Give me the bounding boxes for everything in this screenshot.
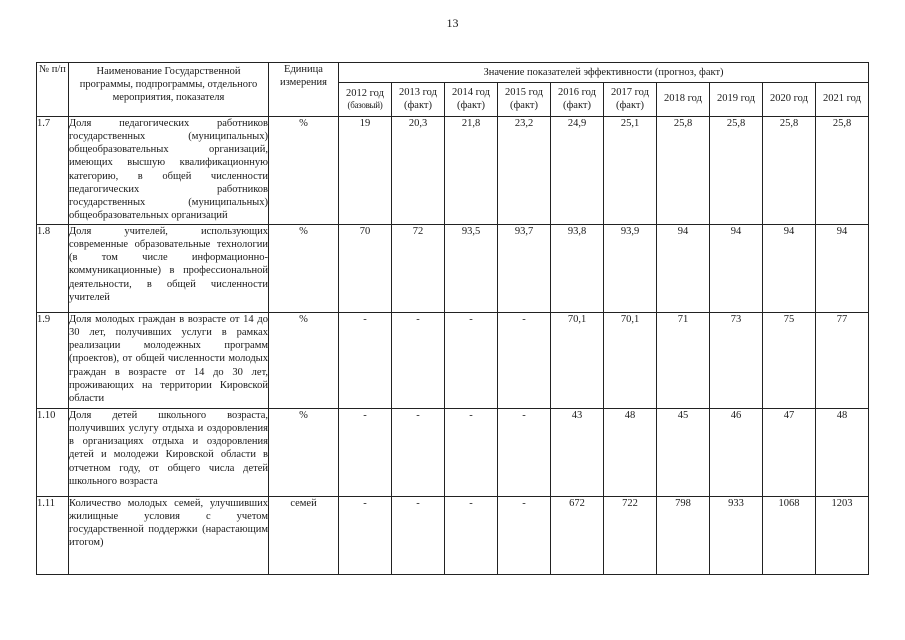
indicator-value: 93,7 <box>498 225 551 313</box>
indicator-value: 25,8 <box>710 117 763 225</box>
indicator-value: 94 <box>710 225 763 313</box>
indicator-unit: % <box>269 409 339 497</box>
header-num: № п/п <box>37 63 69 117</box>
indicator-value: 672 <box>551 497 604 575</box>
indicator-value: 722 <box>604 497 657 575</box>
table-row <box>37 117 869 225</box>
indicator-value: - <box>498 497 551 575</box>
indicator-value: 933 <box>710 497 763 575</box>
indicator-unit: % <box>269 117 339 225</box>
indicator-value: 47 <box>763 409 816 497</box>
indicator-value: 1068 <box>763 497 816 575</box>
indicator-value: 94 <box>657 225 710 313</box>
indicator-value: 94 <box>816 225 869 313</box>
indicator-value: - <box>498 313 551 409</box>
header-values-title: Значение показателей эффективности (прогноз, факт) <box>339 63 869 83</box>
indicator-value: 94 <box>763 225 816 313</box>
page-number: 13 <box>446 16 459 30</box>
indicator-value: 25,8 <box>763 117 816 225</box>
header-year: 2013 год (факт) <box>392 83 445 117</box>
indicator-value: - <box>339 313 392 409</box>
header-year: 2019 год <box>710 83 763 117</box>
header-year: 2018 год <box>657 83 710 117</box>
indicator-value: - <box>445 313 498 409</box>
indicator-value: 25,8 <box>657 117 710 225</box>
indicator-value: 48 <box>816 409 869 497</box>
indicator-value: 70,1 <box>604 313 657 409</box>
indicator-value: 93,8 <box>551 225 604 313</box>
indicator-value: 23,2 <box>498 117 551 225</box>
row-number: 1.11 <box>37 497 69 575</box>
indicator-value: 72 <box>392 225 445 313</box>
table-row <box>37 409 869 497</box>
indicator-value: 71 <box>657 313 710 409</box>
indicator-value: 45 <box>657 409 710 497</box>
header-year: 2012 год (базовый) <box>339 83 392 117</box>
header-year: 2021 год <box>816 83 869 117</box>
row-number: 1.9 <box>37 313 69 409</box>
indicator-value: - <box>339 497 392 575</box>
indicator-unit: % <box>269 313 339 409</box>
indicator-value: - <box>339 409 392 497</box>
indicator-value: 25,1 <box>604 117 657 225</box>
indicator-value: 46 <box>710 409 763 497</box>
indicator-unit: семей <box>269 497 339 575</box>
indicator-unit: % <box>269 225 339 313</box>
indicator-name: Количество молодых семей, улучшивших жилищные условия с учетом государственной поддержки (нарастающим итогом) <box>69 497 269 575</box>
indicators-table <box>36 62 869 575</box>
indicator-value: 93,9 <box>604 225 657 313</box>
indicator-name: Доля детей школьного возраста, получивших услугу отдыха и оздоровления в организациях отдыха и оздоровления детей и молодежи Кировской области в отчетном году, от общего числа детей школьного возраста <box>69 409 269 497</box>
indicator-value: 21,8 <box>445 117 498 225</box>
header-unit: Единица измерения <box>269 63 339 117</box>
table-row <box>37 313 869 409</box>
indicator-value: 48 <box>604 409 657 497</box>
indicator-value: 20,3 <box>392 117 445 225</box>
header-year: 2014 год (факт) <box>445 83 498 117</box>
indicator-value: 43 <box>551 409 604 497</box>
indicator-value: 77 <box>816 313 869 409</box>
indicator-value: 70,1 <box>551 313 604 409</box>
indicator-value: 1203 <box>816 497 869 575</box>
header-year: 2015 год (факт) <box>498 83 551 117</box>
table-row <box>37 225 869 313</box>
header-year: 2017 год (факт) <box>604 83 657 117</box>
header-year: 2020 год <box>763 83 816 117</box>
indicator-value: 19 <box>339 117 392 225</box>
header-name: Наименование Государственной программы, подпрограммы, отдельного мероприятия, показателя <box>69 63 269 117</box>
indicator-value: - <box>392 313 445 409</box>
row-number: 1.7 <box>37 117 69 225</box>
indicator-value: 93,5 <box>445 225 498 313</box>
table-row <box>37 497 869 575</box>
indicator-value: 25,8 <box>816 117 869 225</box>
indicator-name: Доля молодых граждан в возрасте от 14 до 30 лет, получивших услуги в рамках реализации молодежных программ (проектов), от общей численности молодых граждан в возрасте от 14 до 30 лет, проживающих на территории Кировской области <box>69 313 269 409</box>
indicator-value: - <box>445 497 498 575</box>
indicator-value: - <box>498 409 551 497</box>
indicator-name: Доля педагогических работников государственных (муниципальных) общеобразовательных организаций, имеющих высшую квалификационную категорию, в общей численности педагогических работников государственных (муниципальных) общеобразовательных организаций <box>69 117 269 225</box>
indicator-value: 73 <box>710 313 763 409</box>
indicator-value: 798 <box>657 497 710 575</box>
indicator-name: Доля учителей, использующих современные образовательные технологии (в том числе информационно-коммуникационные) в профессиональной деятельности, в общей численности учителей <box>69 225 269 313</box>
indicator-value: 24,9 <box>551 117 604 225</box>
indicator-value: 75 <box>763 313 816 409</box>
row-number: 1.8 <box>37 225 69 313</box>
table-body <box>37 117 869 575</box>
indicator-value: - <box>392 497 445 575</box>
header-year: 2016 год (факт) <box>551 83 604 117</box>
indicator-value: - <box>445 409 498 497</box>
indicator-value: 70 <box>339 225 392 313</box>
row-number: 1.10 <box>37 409 69 497</box>
indicator-value: - <box>392 409 445 497</box>
